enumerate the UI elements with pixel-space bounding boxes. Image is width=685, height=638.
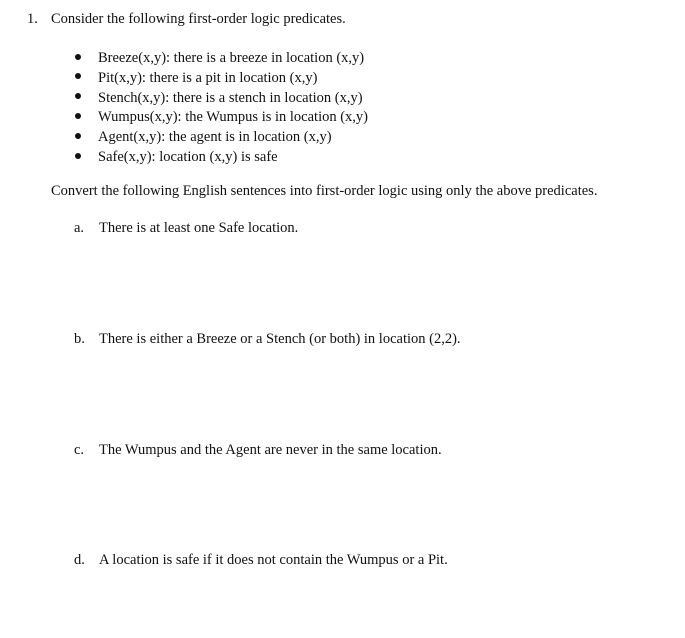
- predicate-text: Stench(x,y): there is a stench in location (x,y): [98, 89, 363, 106]
- predicate-text: Wumpus(x,y): the Wumpus is in location (x,y): [98, 109, 369, 126]
- predicate-item: [75, 49, 368, 69]
- predicate-text: Safe(x,y): location (x,y) is safe: [98, 148, 278, 165]
- bullet-icon: [75, 93, 81, 99]
- sub-question-letter: a.: [74, 220, 85, 236]
- sub-question-text: A location is safe if it does not contain the Wumpus or a Pit.: [99, 552, 448, 568]
- sub-question-text: There is at least one Safe location.: [99, 220, 299, 236]
- sub-question-text: The Wumpus and the Agent are never in the same location.: [99, 442, 442, 458]
- sub-question-c: [74, 442, 442, 459]
- predicate-item: [75, 108, 368, 128]
- predicate-list: [75, 49, 368, 168]
- bullet-icon: [75, 54, 81, 60]
- predicate-text: Breeze(x,y): there is a breeze in location (x,y): [98, 50, 365, 66]
- question-heading: [27, 11, 346, 28]
- question-heading-text: Consider the following first-order logic predicates.: [51, 11, 346, 27]
- sub-question-d: [74, 552, 448, 569]
- sub-question-letter: b.: [74, 331, 85, 347]
- question-number: 1.: [27, 11, 38, 27]
- sub-question-a: [74, 220, 298, 237]
- predicate-item: [75, 69, 368, 89]
- predicate-item: [75, 89, 368, 109]
- predicate-item: [75, 128, 368, 148]
- sub-question-letter: c.: [74, 442, 85, 458]
- bullet-icon: [75, 133, 81, 139]
- predicate-item: [75, 148, 368, 168]
- predicate-text: Agent(x,y): the agent is in location (x,y): [98, 129, 332, 146]
- bullet-icon: [75, 73, 81, 79]
- sub-question-text: There is either a Breeze or a Stench (or both) in location (2,2).: [99, 331, 461, 347]
- predicate-text: Pit(x,y): there is a pit in location (x,y): [98, 69, 318, 86]
- bullet-icon: [75, 153, 81, 159]
- instruction-text: Convert the following English sentences into first-order logic using only the above predicates.: [51, 183, 598, 199]
- bullet-icon: [75, 113, 81, 119]
- sub-question-letter: d.: [74, 552, 85, 568]
- sub-question-b: [74, 331, 461, 348]
